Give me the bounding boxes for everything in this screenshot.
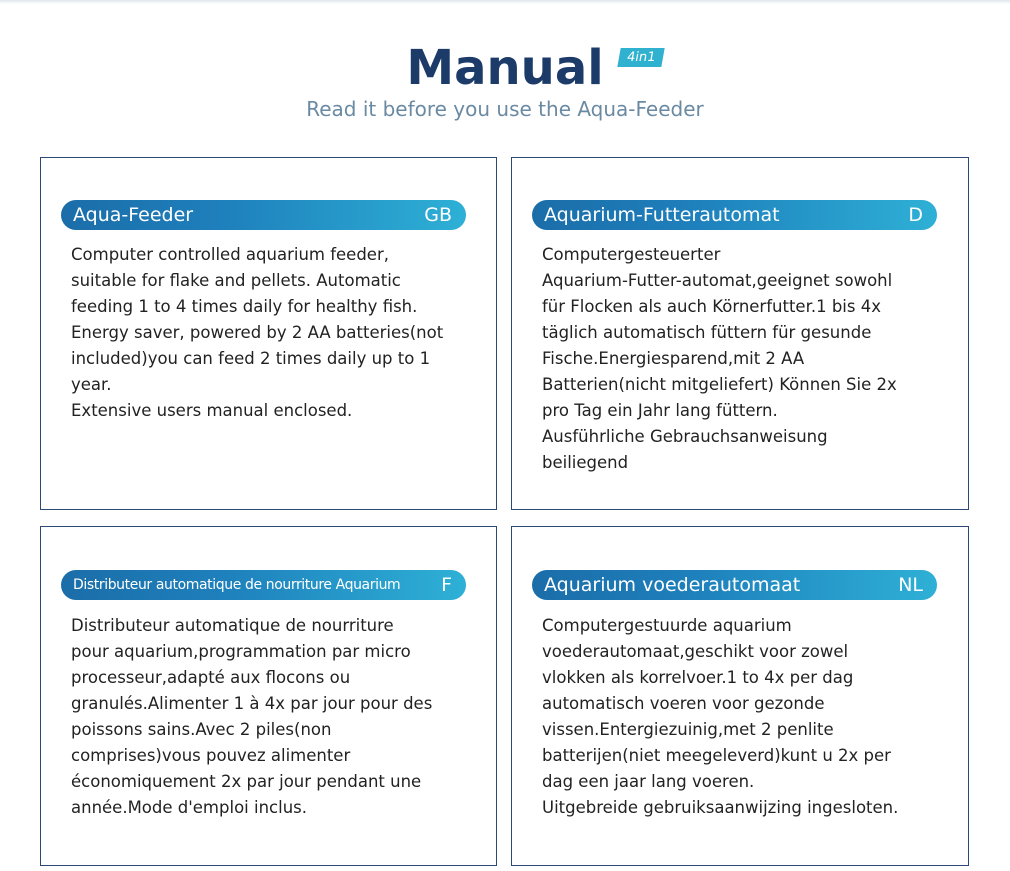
section-label-nl: Aquarium voederautomaat — [544, 574, 801, 596]
section-label-f: Distributeur automatique de nourriture Aquarium — [73, 577, 401, 593]
section-header-f — [61, 570, 466, 600]
text-line: vlokken als korrelvoer.1 to 4x per dag — [542, 668, 854, 687]
text-line: année.Mode d'emploi inclus. — [71, 798, 307, 817]
text-line: beiliegend — [542, 453, 629, 472]
card-gb — [40, 157, 497, 510]
card-f — [40, 526, 497, 866]
top-divider — [0, 0, 1010, 4]
language-code-gb: GB — [424, 204, 452, 226]
text-line: Computergesteuerter — [542, 245, 721, 264]
language-code-f: F — [441, 574, 452, 596]
text-line: poissons sains.Avec 2 piles(non — [71, 720, 332, 739]
text-line: automatisch voeren voor gezonde — [542, 694, 825, 713]
card-nl — [511, 526, 969, 866]
page-title: Manual — [406, 40, 604, 96]
text-line: comprises)vous pouvez alimenter — [71, 746, 351, 765]
4in1-badge: 4in1 — [618, 48, 666, 67]
text-line: économiquement 2x par jour pendant une — [71, 772, 422, 791]
text-line: Computergestuurde aquarium — [542, 616, 792, 635]
text-line: suitable for flake and pellets. Automatic — [71, 271, 401, 290]
text-line: Extensive users manual enclosed. — [71, 401, 353, 420]
text-line: Distributeur automatique de nourriture — [71, 616, 394, 635]
text-line: Fische.Energiesparend,mit 2 AA — [542, 349, 805, 368]
text-line: processeur,adapté aux flocons ou — [71, 668, 351, 687]
section-header-d — [532, 200, 937, 230]
text-line: pour aquarium,programmation par micro — [71, 642, 411, 661]
text-line: Uitgebreide gebruiksaanwijzing ingesloten. — [542, 798, 899, 817]
description-nl — [542, 613, 947, 821]
text-line: Aquarium-Futter-automat,geeignet sowohl — [542, 271, 893, 290]
card-d — [511, 157, 969, 510]
description-f — [71, 613, 476, 821]
text-line: Ausführliche Gebrauchsanweisung — [542, 427, 828, 446]
language-code-nl: NL — [898, 574, 923, 596]
text-line: dag een jaar lang voeren. — [542, 772, 755, 791]
page-header — [0, 38, 1010, 122]
text-line: Energy saver, powered by 2 AA batteries(not — [71, 323, 444, 342]
text-line: voederautomaat,geschikt voor zowel — [542, 642, 849, 661]
text-line: batterijen(niet meegeleverd)kunt u 2x per — [542, 746, 891, 765]
section-header-nl — [532, 570, 937, 600]
section-label-gb: Aqua-Feeder — [73, 204, 194, 226]
section-label-d: Aquarium-Futterautomat — [544, 204, 780, 226]
text-line: feeding 1 to 4 times daily for healthy fish. — [71, 297, 418, 316]
text-line: granulés.Alimenter 1 à 4x par jour pour des — [71, 694, 433, 713]
text-line: vissen.Entergiezuinig,met 2 penlite — [542, 720, 834, 739]
description-d — [542, 242, 947, 476]
page-subtitle: Read it before you use the Aqua-Feeder — [306, 97, 704, 121]
title-wrap — [406, 38, 657, 98]
text-line: für Flocken als auch Körnerfutter.1 bis 4x — [542, 297, 881, 316]
text-line: year. — [71, 375, 112, 394]
language-code-d: D — [908, 204, 923, 226]
text-line: pro Tag ein Jahr lang füttern. — [542, 401, 778, 420]
text-line: Batterien(nicht mitgeliefert) Können Sie 2x — [542, 375, 897, 394]
section-header-gb — [61, 200, 466, 230]
text-line: Computer controlled aquarium feeder, — [71, 245, 389, 264]
text-line: included)you can feed 2 times daily up to 1 — [71, 349, 431, 368]
description-gb — [71, 242, 476, 424]
text-line: täglich automatisch füttern für gesunde — [542, 323, 872, 342]
